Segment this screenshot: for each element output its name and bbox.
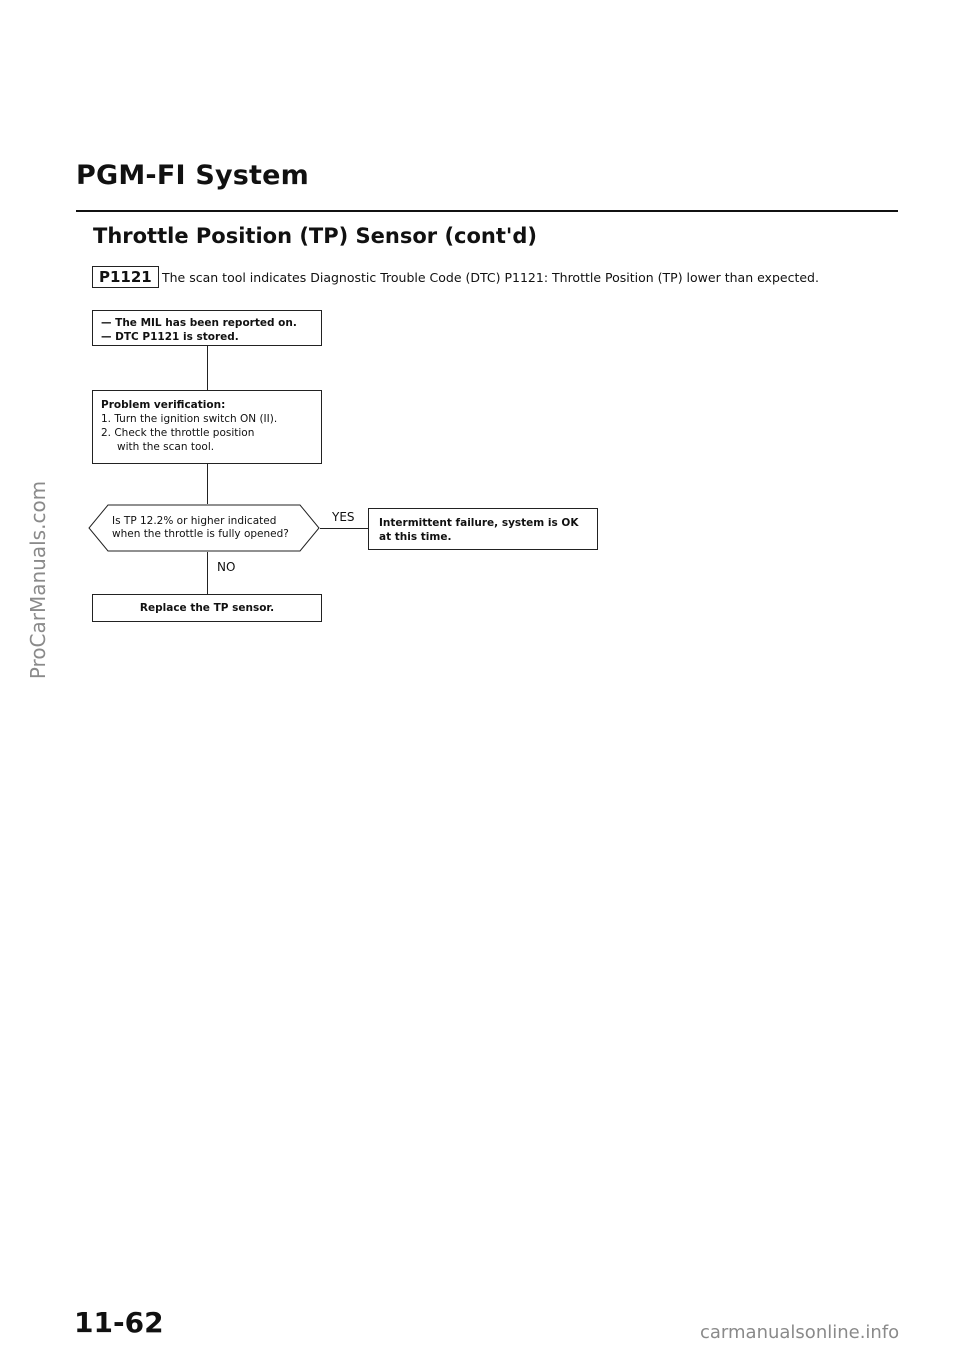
verification-title: Problem verification: <box>101 399 226 411</box>
replace-sensor-box: Replace the TP sensor. <box>92 594 322 622</box>
footer-watermark: carmanualsonline.info <box>700 1322 900 1343</box>
yes-connector <box>320 528 368 529</box>
verification-box <box>92 390 322 464</box>
intermittent-line-2: at this time. <box>379 531 452 543</box>
dtc-code-badge: P1121 <box>92 266 159 288</box>
verification-step-1: 1. Turn the ignition switch ON (II). <box>101 413 278 425</box>
decision-text <box>112 515 300 541</box>
dtc-description: The scan tool indicates Diagnostic Trouble Code (DTC) P1121: Throttle Position (TP) lower than expected. <box>162 270 819 285</box>
section-title: PGM-FI System <box>76 160 309 191</box>
side-watermark: ProCarManuals.com <box>26 480 50 680</box>
condition-line-1: — The MIL has been reported on. <box>101 317 297 329</box>
intermittent-line-1: Intermittent failure, system is OK <box>379 517 579 529</box>
decision-line-2: when the throttle is fully opened? <box>112 528 289 540</box>
no-connector <box>207 552 208 594</box>
intermittent-box <box>368 508 598 550</box>
yes-label: YES <box>332 510 355 524</box>
verification-step-2: 2. Check the throttle position <box>101 427 255 439</box>
conditions-box <box>92 310 322 346</box>
decision-line-1: Is TP 12.2% or higher indicated <box>112 515 277 527</box>
no-label: NO <box>217 560 236 574</box>
connector-line-2 <box>207 464 208 504</box>
condition-line-2: — DTC P1121 is stored. <box>101 331 239 343</box>
connector-line-1 <box>207 346 208 390</box>
verification-step-2-cont: with the scan tool. <box>117 441 215 453</box>
title-divider <box>76 210 898 212</box>
page-number: 11-62 <box>74 1306 164 1339</box>
subsection-title: Throttle Position (TP) Sensor (cont'd) <box>93 224 537 248</box>
